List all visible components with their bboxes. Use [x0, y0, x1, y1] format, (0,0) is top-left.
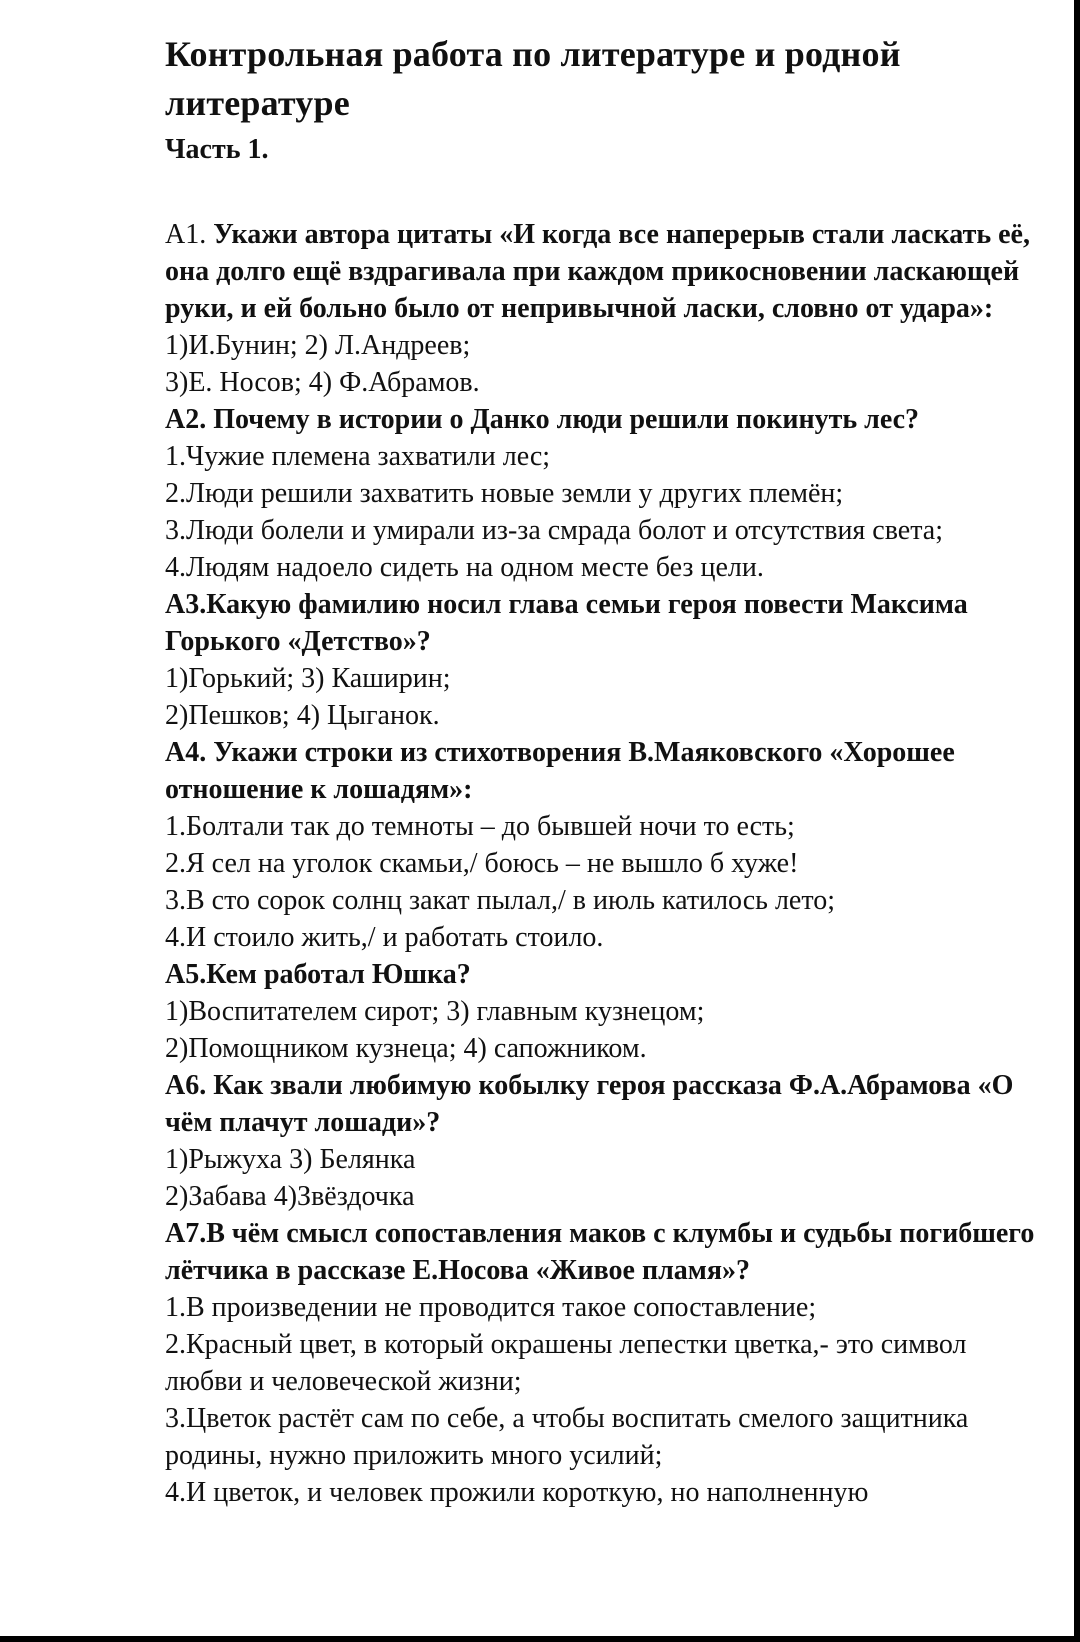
question-a4: [165, 734, 1035, 956]
answer-option: 2.Люди решили захватить новые земли у других племён;: [165, 478, 844, 509]
question-a6: [165, 1067, 1035, 1215]
question-number: А7.: [165, 1218, 207, 1249]
question-a7: [165, 1215, 1035, 1511]
question-text: [165, 586, 1035, 660]
question-number: А4.: [165, 737, 207, 768]
question-text: [165, 734, 1035, 808]
question-text: [165, 1067, 1035, 1141]
question-a2: [165, 401, 1035, 586]
document-content: [165, 30, 1035, 1511]
answer-option: 1)Рыжуха 3) Белянка: [165, 1144, 416, 1175]
question-text: [165, 216, 1035, 327]
answer-option: 2.Я сел на уголок скамьи,/ боюсь – не вышло б хуже!: [165, 848, 799, 879]
question-text: [165, 401, 1035, 438]
answer-option: 4.И цветок, и человек прожили короткую, но наполненную: [165, 1477, 869, 1508]
question-prompt: В чём смысл сопоставления маков с клумбы и судьбы погибшего лётчика в рассказе Е.Носова «Живое пламя»?: [165, 1218, 1035, 1286]
question-prompt: Кем работал Юшка?: [206, 959, 471, 990]
answer-option: 3)Е. Носов; 4) Ф.Абрамов.: [165, 367, 480, 398]
answer-option: 1)Воспитателем сирот; 3) главным кузнецом;: [165, 996, 705, 1027]
answer-option: 2)Забава 4)Звёздочка: [165, 1181, 415, 1212]
question-number: А1.: [165, 219, 207, 250]
question-prompt: Укажи строки из стихотворения В.Маяковского «Хорошее отношение к лошадям»:: [165, 737, 955, 805]
question-text: [165, 956, 1035, 993]
answer-option: 4.Людям надоело сидеть на одном месте без цели.: [165, 552, 764, 583]
question-prompt: Какую фамилию носил глава семьи героя повести Максима Горького «Детство»?: [165, 589, 968, 657]
question-number: А3.: [165, 589, 207, 620]
answer-option: 1)Горький; 3) Каширин;: [165, 663, 451, 694]
answer-option: 1.В произведении не проводится такое сопоставление;: [165, 1292, 817, 1323]
answer-option: 3.Люди болели и умирали из-за смрада болот и отсутствия света;: [165, 515, 943, 546]
answer-option: 1)И.Бунин; 2) Л.Андреев;: [165, 330, 471, 361]
question-a1: [165, 216, 1035, 401]
question-number: А2.: [165, 404, 207, 435]
question-a3: [165, 586, 1035, 734]
question-text: [165, 1215, 1035, 1289]
document-title: Контрольная работа по литературе и родной литературе: [165, 34, 901, 123]
answer-option: 4.И стоило жить,/ и работать стоило.: [165, 922, 604, 953]
answer-option: 2.Красный цвет, в который окрашены лепестки цветка,- это символ любви и человеческой жизни;: [165, 1329, 967, 1397]
question-prompt: Почему в истории о Данко люди решили покинуть лес?: [213, 404, 920, 435]
answer-option: 1.Болтали так до темноты – до бывшей ночи то есть;: [165, 811, 795, 842]
question-number: А6.: [165, 1070, 207, 1101]
part-heading: Часть 1.: [165, 134, 269, 165]
question-prompt: Как звали любимую кобылку героя рассказа Ф.А.Абрамова «О чём плачут лошади»?: [165, 1070, 1014, 1138]
question-a5: [165, 956, 1035, 1067]
answer-option: 2)Помощником кузнеца; 4) сапожником.: [165, 1033, 647, 1064]
answer-option: 1.Чужие племена захватили лес;: [165, 441, 551, 472]
question-prompt: Укажи автора цитаты «И когда все наперерыв стали ласкать её, она долго ещё вздрагивала при каждом прикосновении ласкающей руки, и ей больно было от непривычной ласки, словно от удара»:: [165, 219, 1030, 324]
answer-option: 2)Пешков; 4) Цыганок.: [165, 700, 440, 731]
answer-option: 3.Цветок растёт сам по себе, а чтобы воспитать смелого защитника родины, нужно приложить много усилий;: [165, 1403, 969, 1471]
answer-option: 3.В сто сорок солнц закат пылал,/ в июль катилось лето;: [165, 885, 835, 916]
question-number: А5.: [165, 959, 207, 990]
